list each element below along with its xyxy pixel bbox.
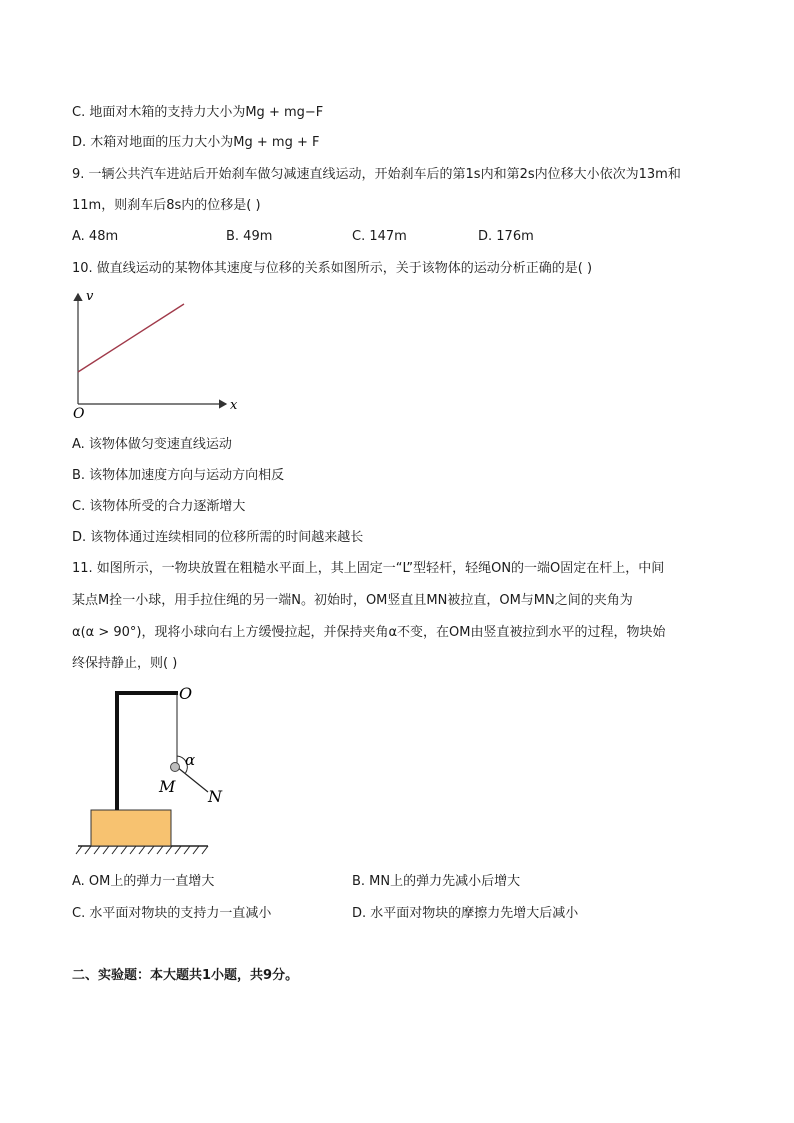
q10-option-c: C. 该物体所受的合力逐渐增大 bbox=[72, 499, 246, 514]
q11-label-alpha: α bbox=[185, 751, 196, 769]
q11-ground-hatch bbox=[76, 846, 208, 854]
q11-stem-line1: 11. 如图所示，一物块放置在粗糙水平面上，其上固定一“L”型轻杆，轻绳ON的一端O固定在杆上，中间 bbox=[72, 561, 665, 576]
q8-option-d: D. 木箱对地面的压力大小为Mg + mg + F bbox=[72, 135, 320, 150]
q10-option-d: D. 该物体通过连续相同的位移所需的时间越来越长 bbox=[72, 530, 364, 545]
q10-option-a: A. 该物体做匀变速直线运动 bbox=[72, 437, 232, 452]
q11-stem-line3: α(α > 90°)，现将小球向右上方缓慢拉起，并保持夹角α不变，在OM由竖直被拉到水平的过程，物块始 bbox=[72, 625, 666, 640]
q11-label-o: O bbox=[179, 684, 193, 703]
q11-rope-mn bbox=[177, 767, 208, 792]
q10-option-b: B. 该物体加速度方向与运动方向相反 bbox=[72, 468, 285, 483]
q9-option-b: B. 49m bbox=[226, 229, 273, 244]
q11-block bbox=[91, 810, 171, 846]
q10-y-axis-label: v bbox=[86, 289, 94, 304]
q10-v-x-line bbox=[78, 304, 184, 372]
q9-option-c: C. 147m bbox=[352, 229, 407, 244]
q11-ball bbox=[171, 763, 180, 772]
q11-label-n: N bbox=[208, 787, 222, 806]
q11-stem-line4: 终保持静止，则( ) bbox=[72, 656, 178, 671]
q10-origin-label: O bbox=[73, 406, 85, 422]
q11-figure bbox=[74, 682, 224, 860]
q11-option-c: C. 水平面对物块的支持力一直减小 bbox=[72, 906, 272, 921]
section2-heading: 二、实验题：本大题共1小题，共9分。 bbox=[72, 968, 299, 983]
q11-option-a: A. OM上的弹力一直增大 bbox=[72, 874, 215, 889]
q10-x-axis-label: x bbox=[230, 398, 238, 413]
q9-stem-line1: 9. 一辆公共汽车进站后开始刹车做匀减速直线运动，开始刹车后的第1s内和第2s内位移大小依次为13m和 bbox=[72, 167, 681, 182]
q9-option-a: A. 48m bbox=[72, 229, 119, 244]
q9-option-d: D. 176m bbox=[478, 229, 534, 244]
q10-stem: 10. 做直线运动的某物体其速度与位移的关系如图所示，关于该物体的运动分析正确的是( ) bbox=[72, 261, 593, 276]
q9-stem-line2: 11m，则刹车后8s内的位移是( ) bbox=[72, 198, 261, 213]
q11-stem-line2: 某点M拴一小球，用手拉住绳的另一端N。初始时，OM竖直且MN被拉直，OM与MN之间的夹角为 bbox=[72, 593, 633, 608]
q10-velocity-displacement-figure bbox=[60, 282, 260, 422]
q11-option-d: D. 水平面对物块的摩擦力先增大后减小 bbox=[352, 906, 579, 921]
q11-label-m: M bbox=[159, 777, 176, 796]
q11-option-b: B. MN上的弹力先减小后增大 bbox=[352, 874, 521, 889]
q8-option-c: C. 地面对木箱的支持力大小为Mg + mg−F bbox=[72, 105, 324, 120]
